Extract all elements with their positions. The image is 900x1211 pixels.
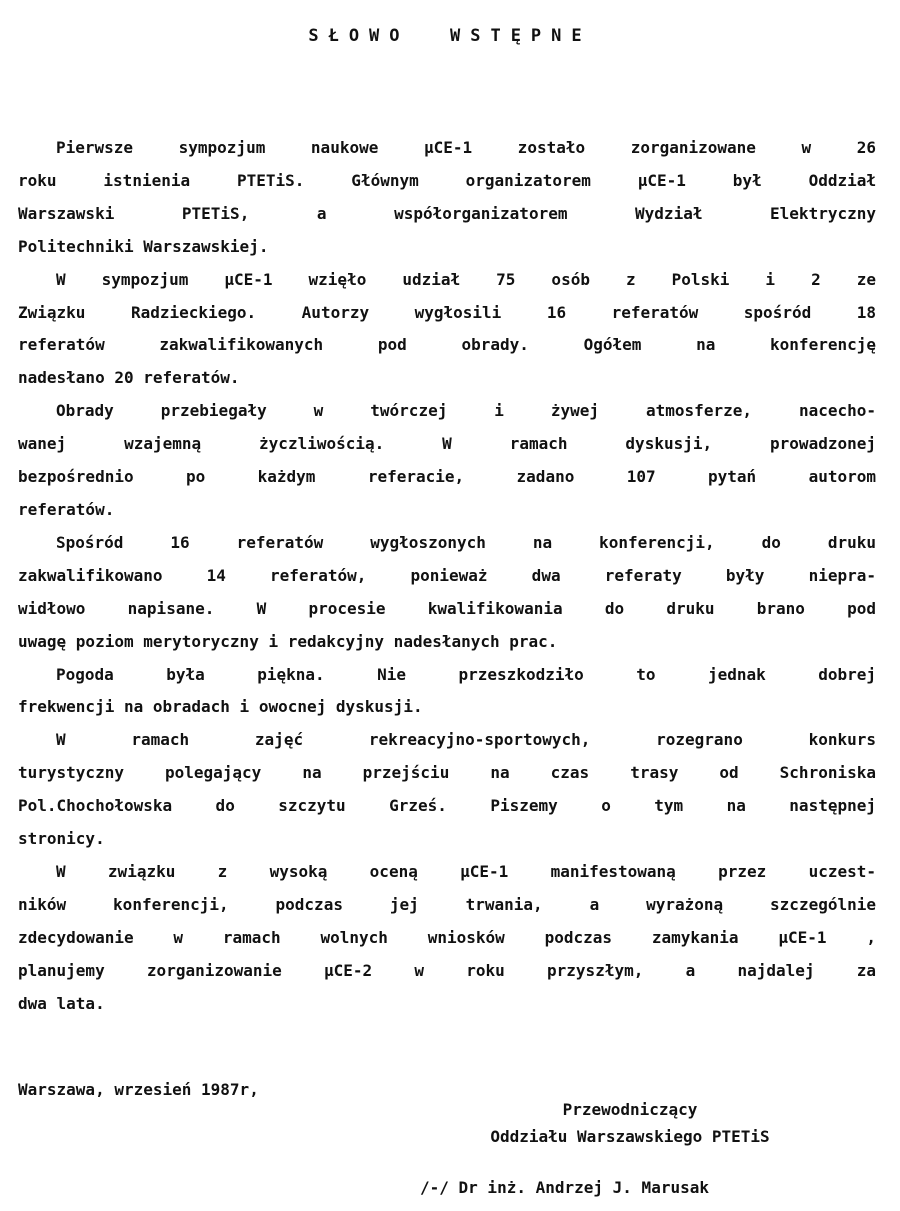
signature-role-organization: Oddziału Warszawskiego PTETiS (490, 1127, 770, 1146)
text-line: uwagę poziom merytoryczny i redakcyjny nadesłanych prac. (18, 631, 558, 651)
text-line: roku istnienia PTETiS. Głównym organizatorem µCE-1 był Oddział (18, 170, 876, 190)
text-line: stronicy. (18, 829, 105, 849)
paragraph-7 (18, 856, 876, 1021)
text-line: Pogoda była piękna. Nie przeszkodziło to jednak dobrej (56, 664, 876, 684)
place-date: Warszawa, wrzesień 1987r, (18, 1080, 259, 1099)
text-line: referatów. (18, 499, 115, 519)
text-line: Pol.Chochołowska do szczytu Grześ. Piszemy o tym na następnej (18, 796, 876, 816)
document-body (18, 132, 876, 1020)
text-line: dwa lata. (18, 993, 105, 1013)
paragraph-4 (18, 527, 876, 659)
text-line: Warszawski PTETiS, a współorganizatorem Wydział Elektryczny (18, 203, 876, 223)
paragraph-5 (18, 659, 876, 725)
text-line: W sympozjum µCE-1 wzięło udział 75 osób z Polski i 2 ze (56, 269, 876, 289)
paragraph-2 (18, 264, 876, 396)
signature-role-title: Przewodniczący (562, 1100, 698, 1119)
text-line: Politechniki Warszawskiej. (18, 236, 269, 256)
text-line: bezpośrednio po każdym referacie, zadano 107 pytań autorom (18, 467, 876, 487)
paragraph-1 (18, 132, 876, 264)
text-line: frekwencji na obradach i owocnej dyskusji. (18, 697, 423, 717)
text-line: wanej wzajemną życzliwością. W ramach dyskusji, prowadzonej (18, 434, 876, 454)
text-line: ników konferencji, podczas jej trwania, a wyrażoną szczególnie (18, 894, 876, 914)
text-line: widłowo napisane. W procesie kwalifikowania do druku brano pod (18, 598, 876, 618)
paragraph-3 (18, 395, 876, 527)
text-line: planujemy zorganizowanie µCE-2 w roku przyszłym, a najdalej za (18, 960, 876, 980)
text-line: zdecydowanie w ramach wolnych wniosków podczas zamykania µCE-1 , (18, 927, 876, 947)
text-line: nadesłano 20 referatów. (18, 368, 240, 388)
text-line: Pierwsze sympozjum naukowe µCE-1 zostało zorganizowane w 26 (56, 138, 876, 157)
paragraph-6 (18, 724, 876, 856)
text-line: Obrady przebiegały w twórczej i żywej atmosferze, nacecho- (56, 401, 876, 421)
text-line: Spośród 16 referatów wygłoszonych na konferencji, do druku (56, 532, 876, 552)
text-line: turystyczny polegający na przejściu na czas trasy od Schroniska (18, 763, 876, 783)
text-line: W związku z wysoką oceną µCE-1 manifestowaną przez uczest- (56, 861, 876, 881)
text-line: referatów zakwalifikowanych pod obrady. Ogółem na konferencję (18, 335, 876, 355)
text-line: Związku Radzieckiego. Autorzy wygłosili 16 referatów spośród 18 (18, 302, 876, 322)
signature-role (430, 1096, 830, 1150)
document-title: SŁOWO WSTĘPNE (308, 26, 592, 46)
signature-name: /-/ Dr inż. Andrzej J. Marusak (420, 1178, 709, 1197)
text-line: W ramach zajęć rekreacyjno-sportowych, rozegrano konkurs (56, 730, 876, 750)
text-line: zakwalifikowano 14 referatów, ponieważ dwa referaty były niepra- (18, 565, 876, 585)
